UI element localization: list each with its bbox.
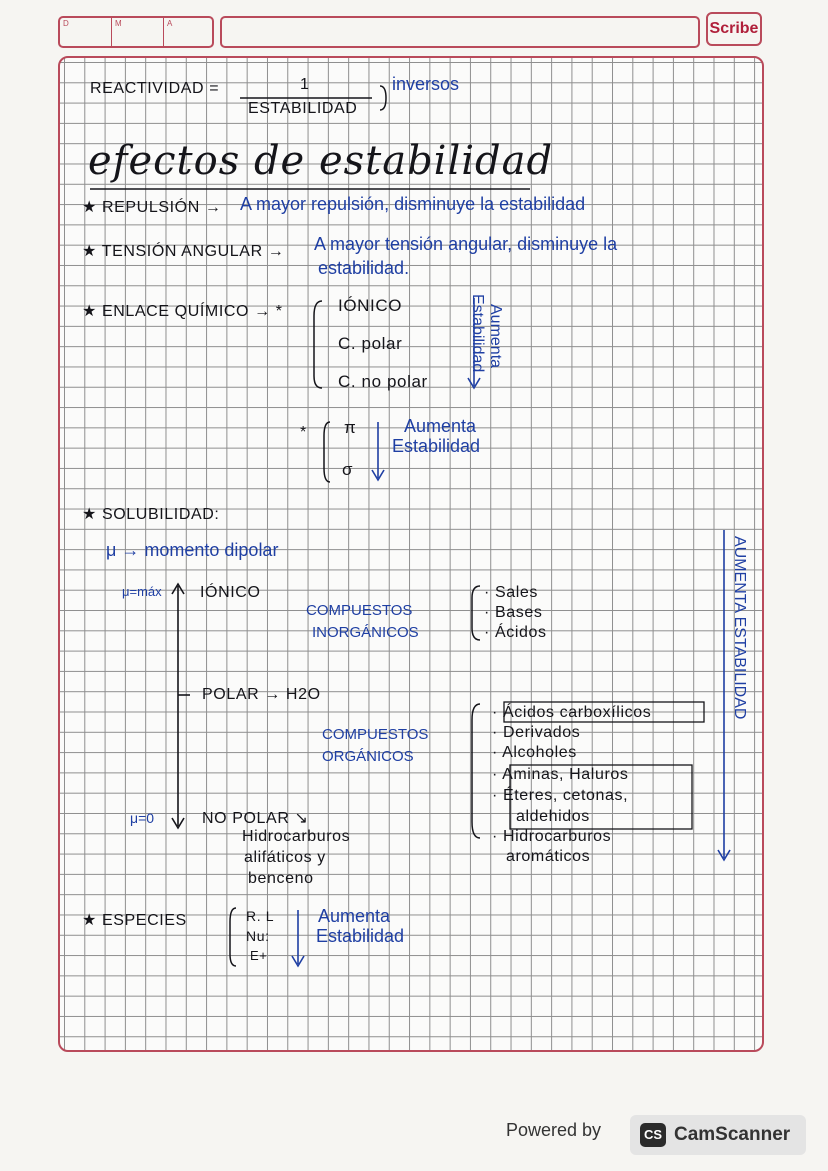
- org-item-derivados: · Derivados: [492, 724, 581, 741]
- enlace-brace: [314, 301, 322, 388]
- pi-item: π: [344, 418, 357, 437]
- inorg-item-sales: · Sales: [484, 584, 538, 601]
- org-item-hidrocarburos-arom: · Hidrocarburos: [492, 828, 612, 845]
- org-label-1: COMPUESTOS: [322, 726, 429, 743]
- sigma-item: σ: [342, 460, 354, 479]
- org-label-2: ORGÁNICOS: [322, 748, 414, 765]
- powered-by-text: Powered by: [506, 1120, 602, 1140]
- camscanner-name: CamScanner: [674, 1124, 791, 1145]
- no-polar-item-2: alifáticos y: [244, 849, 326, 866]
- date-cell-month: M: [112, 18, 164, 46]
- solubilidad-label: ★ SOLUBILIDAD:: [82, 506, 220, 523]
- enlace-item-polar: C. polar: [338, 334, 403, 353]
- org-item-aromaticos: aromáticos: [506, 848, 591, 865]
- enlace-label: ★ ENLACE QUÍMICO → *: [82, 303, 283, 320]
- inorg-label-1: COMPUESTOS: [306, 602, 413, 619]
- especies-side-label-1: Aumenta: [318, 906, 391, 926]
- repulsion-label: ★ REPULSIÓN →: [82, 199, 222, 216]
- especies-side-label-2: Estabilidad: [316, 926, 405, 946]
- camscanner-logo-icon: CS: [640, 1123, 666, 1147]
- mu-definition: μ → momento dipolar: [106, 540, 279, 560]
- especies-brace: [230, 908, 236, 966]
- enlace-side-label-1: Aumenta: [487, 304, 504, 369]
- enlace-side-label-2: Estabilidad: [469, 294, 486, 373]
- tension-text-line1: A mayor tensión angular, disminuye la: [314, 234, 618, 254]
- no-polar-label: NO POLAR ↘: [202, 810, 309, 827]
- pi-star: *: [300, 424, 307, 441]
- mu-max-label: μ=máx: [122, 584, 162, 599]
- tension-label: ★ TENSIÓN ANGULAR →: [82, 243, 285, 260]
- org-item-eteres-cetonas: · Éteres, cetonas,: [492, 787, 629, 804]
- inorg-label-2: INORGÁNICOS: [312, 624, 419, 641]
- especies-label: ★ ESPECIES: [82, 912, 187, 929]
- inversos-brace: [380, 86, 386, 110]
- org-item-aldehidos: aldehidos: [516, 808, 590, 825]
- ionico-label: IÓNICO: [200, 584, 261, 601]
- no-polar-item-1: Hidrocarburos: [242, 828, 351, 845]
- scribe-logo: Scribe: [706, 12, 762, 46]
- reactividad-label: REACTIVIDAD =: [90, 80, 220, 97]
- polar-label: POLAR → H2O: [202, 686, 321, 703]
- date-cell-year: A: [167, 19, 173, 28]
- repulsion-text: A mayor repulsión, disminuye la estabilidad: [240, 194, 586, 214]
- org-item-acidos-carboxilicos: · Ácidos carboxílicos: [492, 704, 652, 721]
- enlace-item-ionico: IÓNICO: [338, 296, 403, 315]
- org-item-alcoholes: · Alcoholes: [492, 744, 577, 761]
- title-box: [220, 16, 700, 48]
- mu-zero-label: μ=0: [130, 810, 155, 826]
- inversos-note: inversos: [392, 74, 460, 94]
- camscanner-badge: [630, 1115, 806, 1155]
- pi-brace: [324, 422, 330, 482]
- notebook-page: [58, 56, 764, 1052]
- org-item-aminas-haluros: · Aminas, Haluros: [492, 766, 629, 783]
- solubilidad-side-label: AUMENTA ESTABILIDAD: [731, 536, 748, 720]
- inorg-item-acidos: · Ácidos: [484, 624, 547, 641]
- inorg-item-bases: · Bases: [484, 604, 543, 621]
- page-title: efectos de estabilidad: [88, 138, 554, 184]
- pi-label-1: Aumenta: [404, 416, 477, 436]
- especies-item-rl: R. L: [246, 908, 275, 924]
- date-box: [58, 16, 214, 48]
- org-brace: [472, 704, 480, 838]
- no-polar-item-3: benceno: [248, 870, 314, 887]
- especies-item-e: E+: [250, 948, 268, 963]
- date-cell-day: D: [60, 18, 112, 46]
- tension-text-line2: estabilidad.: [318, 258, 410, 278]
- pi-label-2: Estabilidad: [392, 436, 481, 456]
- enlace-item-no-polar: C. no polar: [338, 372, 428, 391]
- especies-item-nu: Nu:: [246, 928, 270, 944]
- fraction-numerator: 1: [300, 76, 310, 93]
- fraction-denominator: ESTABILIDAD: [248, 100, 358, 117]
- inorg-brace: [472, 586, 480, 640]
